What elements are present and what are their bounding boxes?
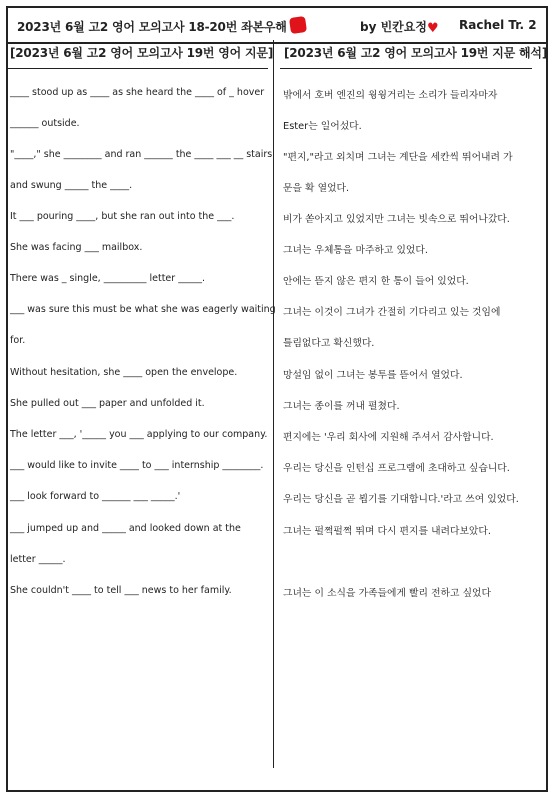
- english-line: It ___ pouring ____, but she ran out into the ___.: [10, 211, 235, 222]
- korean-line: 우리는 당신을 곧 뵙기를 기대합니다.'라고 쓰여 있었다.: [283, 494, 519, 505]
- author-label: by 빈칸요정: [360, 20, 427, 34]
- korean-line: 우리는 당신을 인턴십 프로그램에 초대하고 싶습니다.: [283, 463, 510, 474]
- korean-line: "편지,"라고 외치며 그녀는 계단을 세칸씩 뛰어내려 가: [283, 152, 513, 163]
- heading-divider-left: [8, 68, 268, 69]
- korean-line: 안에는 뜯지 않은 편지 한 통이 들어 있었다.: [283, 276, 469, 287]
- track-label: Rachel Tr. 2: [459, 18, 537, 32]
- english-line: Without hesitation, she ____ open the envelope.: [10, 367, 238, 378]
- english-line: for.: [10, 335, 26, 346]
- english-line: She couldn't ____ to tell ___ news to her family.: [10, 585, 232, 596]
- korean-line: 그녀는 펄쩍펄쩍 뛰며 다시 편지를 내려다보았다.: [283, 526, 491, 537]
- english-line: "____," she ________ and ran ______ the ____ ___ __ stairs: [10, 149, 273, 160]
- korean-line: 틀림없다고 확신했다.: [283, 338, 375, 349]
- korean-line: 그녀는 우체통을 마주하고 있었다.: [283, 245, 428, 256]
- heart-icon: ♥: [426, 21, 439, 36]
- korean-line: 망설임 없이 그녀는 봉투를 뜯어서 열었다.: [283, 370, 463, 381]
- korean-translation-heading: [2023년 6월 고2 영어 모의고사 19번 지문 해석]: [284, 46, 548, 60]
- english-line: letter _____.: [10, 554, 66, 565]
- english-line: ______ outside.: [10, 118, 80, 129]
- english-line: There was _ single, _________ letter _____.: [10, 273, 205, 284]
- red-mark-icon: [289, 16, 307, 34]
- korean-line: 밖에서 호버 엔진의 윙윙거리는 소리가 들리자마자: [283, 90, 498, 101]
- english-line: The letter ___, '_____ you ___ applying to our company.: [10, 429, 268, 440]
- english-line: ___ was sure this must be what she was eagerly waiting: [10, 304, 276, 315]
- english-line: She pulled out ___ paper and unfolded it.: [10, 398, 205, 409]
- english-line: and swung _____ the ____.: [10, 180, 133, 191]
- english-line: ____ stood up as ____ as she heard the ____ of _ hover: [10, 87, 265, 98]
- english-line: She was facing ___ mailbox.: [10, 242, 143, 253]
- korean-line: 그녀는 이것이 그녀가 간절히 기다리고 있는 것임에: [283, 307, 501, 318]
- english-passage-heading: [2023년 6월 고2 영어 모의고사 19번 영어 지문]: [10, 46, 274, 60]
- korean-line: 그녀는 이 소식을 가족들에게 빨리 전하고 싶었다: [283, 588, 491, 599]
- korean-line: Ester는 일어섰다.: [283, 121, 362, 132]
- korean-line: 비가 쏟아지고 있었지만 그녀는 빗속으로 뛰어나갔다.: [283, 214, 510, 225]
- english-line: ___ jumped up and _____ and looked down at the: [10, 523, 241, 534]
- english-line: ___ would like to invite ____ to ___ internship ________.: [10, 460, 264, 471]
- worksheet-title: 2023년 6월 고2 영어 모의고사 18-20번 좌본우해: [17, 20, 287, 34]
- korean-line: 그녀는 종이를 꺼내 펼쳤다.: [283, 401, 400, 412]
- korean-line: 편지에는 '우리 회사에 지원해 주셔서 감사합니다.: [283, 432, 494, 443]
- author-name: [360, 18, 439, 35]
- english-line: ___ look forward to ______ ___ _____.': [10, 491, 181, 502]
- korean-line: 문을 확 열었다.: [283, 183, 350, 194]
- heading-divider-right: [280, 68, 532, 69]
- worksheet-header: [8, 8, 546, 44]
- column-divider: [273, 40, 274, 768]
